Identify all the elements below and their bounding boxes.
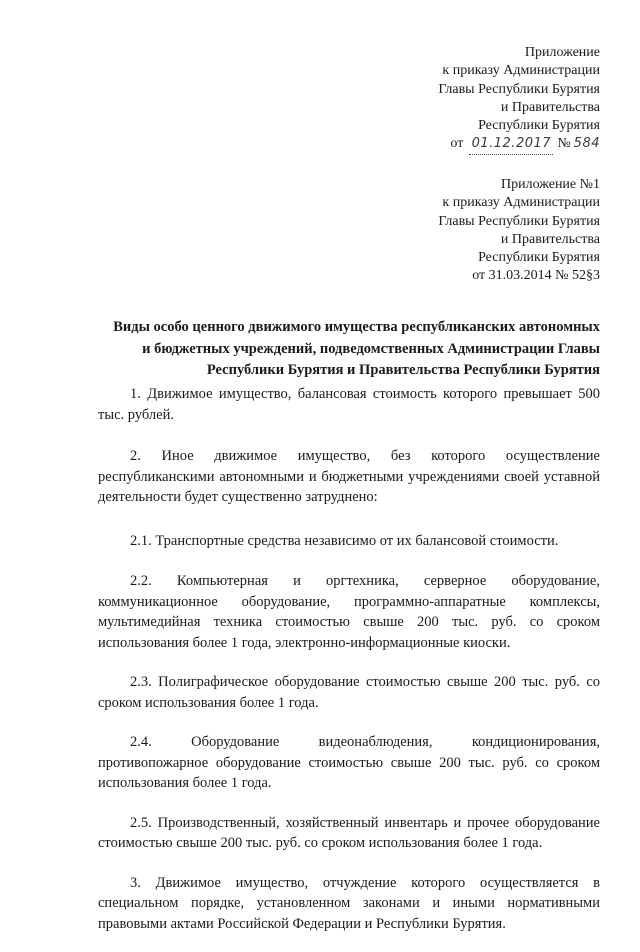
appendix-1-header	[438, 176, 600, 286]
appendix-header-line: и Правительства	[500, 99, 600, 115]
appendix-1-header-line: от 31.03.2014 № 52§3	[472, 268, 600, 284]
appendix-1-header-line: Республики Бурятия	[478, 250, 600, 266]
appendix-header-line: Приложение	[524, 45, 600, 60]
appendix-1-header-line: к приказу Администрации	[442, 195, 600, 211]
handwritten-number: 584	[573, 136, 600, 152]
appendix-header-line: Главы Республики Бурятия	[438, 81, 600, 97]
document-body	[98, 384, 600, 952]
list-item: 2. Иное движимое имущество, без которого осуществление республиканскими автономными и бюджетными учреждениями своей уставной деятельности будет существенно затруднено:	[98, 448, 600, 505]
date-prefix: от	[450, 136, 464, 152]
list-item: 1. Движимое имущество, балансовая стоимость которого превышает 500 тыс. рублей.	[98, 386, 600, 423]
list-item: 2.3. Полиграфическое оборудование стоимостью свыше 200 тыс. руб. со сроком использования более 1 года.	[98, 674, 600, 711]
list-item: 2.4. Оборудование видеонаблюдения, кондиционирования, противопожарное оборудование стоимостью свыше 200 тыс. руб. со сроком использования более 1 года.	[98, 734, 600, 791]
number-sign: №	[557, 136, 571, 152]
document-title	[96, 317, 600, 382]
appendix-1-header-line: и Правительства	[500, 231, 600, 247]
appendix-1-header-line: Главы Республики Бурятия	[438, 213, 600, 229]
title-line: Республики Бурятия и Правительства Республики Бурятия	[206, 362, 600, 378]
list-item: 2.1. Транспортные средства независимо от их балансовой стоимости.	[130, 532, 559, 549]
handwritten-date: 01.12.2017	[469, 135, 553, 154]
appendix-date-line	[438, 135, 600, 154]
appendix-1-header-line: Приложение №1	[501, 177, 600, 192]
list-item: 2.2. Компьютерная и оргтехника, серверное оборудование, коммуникационное оборудование, программно-аппаратные комплексы, мультимедийная техника стоимостью свыше 200 тыс. руб. со сроком использования более 1 года, электронно-информационные киоски.	[98, 573, 600, 651]
list-item: 3. Движимое имущество, отчуждение которого осуществляется в специальном порядке, установленном законами и иными нормативными правовыми актами Российской Федерации и Республики Бурятия.	[98, 874, 600, 932]
title-line: и бюджетных учреждений, подведомственных Администрации Главы	[142, 340, 600, 357]
list-item: 2.5. Производственный, хозяйственный инвентарь и прочее оборудование стоимостью свыше 200 тыс. руб. со сроком использования более 1 года.	[98, 814, 600, 851]
appendix-header	[438, 44, 600, 155]
title-line: Виды особо ценного движимого имущества республиканских автономных	[113, 319, 600, 335]
appendix-header-line: к приказу Администрации	[442, 63, 600, 79]
appendix-header-line: Республики Бурятия	[478, 118, 600, 134]
